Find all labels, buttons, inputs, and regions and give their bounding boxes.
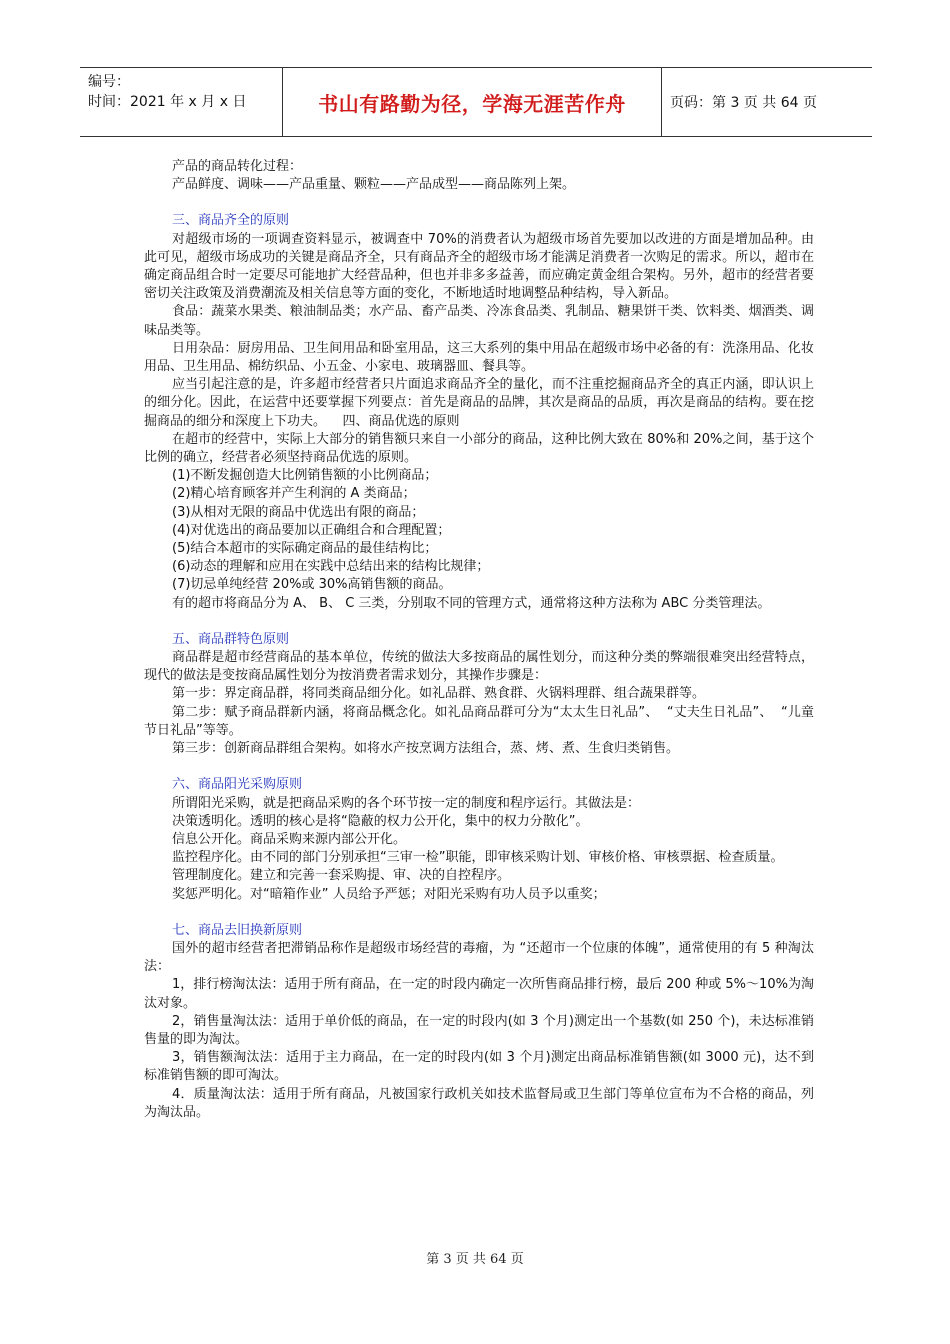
paragraph: 奖惩严明化。对“暗箱作业” 人员给予严惩；对阳光采购有功人员予以重奖； [172, 886, 606, 902]
paragraph: 日用杂品：厨房用品、卫生间用品和卧室用品，这三大系列的集中用品在超级市场中必备的有：洗涤用品、化妆用品、卫生用品、棉纺织品、小五金、小家电、玻璃器皿、餐具等。 [144, 340, 814, 375]
section-heading: 七、商品去旧换新原则 [172, 922, 303, 938]
date-label: 时间：2021 年 x 月 x 日 [88, 94, 247, 110]
paragraph: 食品：蔬菜水果类、粮油制品类；水产品、畜产品类、冷冻食品类、乳制品、糖果饼干类、饮料类、烟酒类、调味品类等。 [144, 304, 814, 338]
paragraph: 4．质量淘汰法：适用于所有商品，凡被国家行政机关如技术监督局或卫生部门等单位宣布为不合格的商品，列为淘汰品。 [144, 1086, 814, 1120]
paragraph: 信息公开化。商品采购来源内部公开化。 [172, 831, 407, 847]
paragraph: 监控程序化。由不同的部门分别承担“三审一检”职能，即审核采购计划、审核价格、审核票据、检查质量。 [172, 850, 784, 866]
paragraph: (1)不断发掘创造大比例销售额的小比例商品； [172, 468, 438, 484]
document-body [144, 158, 814, 1122]
paragraph: 对超级市场的一项调查资料显示，被调查中 70%的消费者认为超级市场首先要加以改进的方面是增加品种。由此可见，超级市场成功的关键是商品齐全，只有商品齐全的超级市场才能满足消费者一次购足的需求。所以，超市在确定商品组合时一定要尽可能地扩大经营品种，但也并非多多益善，而应确定黄金组合架构。另外，超市的经营者要密切关注政策及消费潮流及相关信息等方面的变化，不断地适时地调整品种结构，导入新品。 [144, 231, 814, 302]
paragraph: 在超市的经营中，实际上大部分的销售额只来自一小部分的商品，这种比例大致在 80%和 20%之间，基于这个比例的确立，经营者必须坚持商品优选的原则。 [144, 431, 814, 466]
paragraph: (5)结合本超市的实际确定商品的最佳结构比； [172, 541, 438, 557]
header-motto: 书山有路勤为径，学海无涯苦作舟 [283, 68, 662, 136]
paragraph: 有的超市将商品分为 A、 B、 C 三类，分别取不同的管理方式，通常将这种方法称为 ABC 分类管理法。 [172, 595, 771, 611]
page-header [80, 67, 872, 137]
paragraph: (3)从相对无限的商品中优选出有限的商品； [172, 504, 425, 520]
paragraph: 1，排行榜淘汰法：适用于所有商品，在一定的时段内确定一次所售商品排行榜，最后 200 种或 5%～10%为淘汰对象。 [144, 977, 814, 1011]
paragraph: (6)动态的理解和应用在实践中总结出来的结构比规律； [172, 559, 490, 575]
paragraph: 应当引起注意的是，许多超市经营者只片面追求商品齐全的量化，而不注重挖掘商品齐全的真正内涵，即认识上的细分化。因此，在运营中还要掌握下列要点：首先是商品的品牌，其次是商品的品质，再次是商品的结构。要在挖掘商品的细分和深度上下功夫。 四、商品优选的原则 [144, 377, 814, 429]
paragraph: 第二步：赋予商品群新内涵，将商品概念化。如礼品商品群可分为“太太生日礼品”、 “丈夫生日礼品”、 “儿童节日礼品”等等。 [144, 704, 814, 738]
header-page-info: 页码：第 3 页 共 64 页 [670, 95, 817, 111]
serial-number-label: 编号： [88, 74, 130, 90]
paragraph: (4)对优选出的商品要加以正确组合和合理配置； [172, 522, 451, 538]
paragraph: 第三步：创新商品群组合架构。如将水产按烹调方法组合，蒸、烤、煮、生食归类销售。 [172, 741, 680, 757]
paragraph: (2)精心培育顾客并产生利润的 A 类商品； [172, 486, 416, 502]
paragraph: 决策透明化。透明的核心是将“隐蔽的权力公开化，集中的权力分散化”。 [172, 813, 589, 829]
header-meta [80, 68, 283, 136]
section-heading: 三、商品齐全的原则 [172, 213, 290, 229]
paragraph-gap [144, 758, 814, 776]
paragraph: 第一步：界定商品群，将同类商品细分化。如礼品群、熟食群、火锅料理群、组合蔬果群等。 [172, 686, 706, 702]
paragraph: 产品的商品转化过程： [172, 159, 303, 174]
paragraph-gap [144, 904, 814, 922]
paragraph: 所谓阳光采购，就是把商品采购的各个环节按一定的制度和程序运行。其做法是： [172, 795, 641, 811]
paragraph: 产品鲜度、调味——产品重量、颗粒——产品成型——商品陈列上架。 [172, 177, 576, 193]
paragraph: 国外的超市经营者把滞销品称作是超级市场经营的毒瘤，为 “还超市一个位康的体魄”，通常使用的有 5 种淘汰法： [144, 940, 814, 975]
page-footer: 第 3 页 共 64 页 [426, 1252, 524, 1267]
section-heading: 六、商品阳光采购原则 [172, 777, 303, 793]
paragraph: (7)切忌单纯经营 20%或 30%高销售额的商品。 [172, 577, 452, 593]
paragraph: 管理制度化。建立和完善一套采购提、审、决的自控程序。 [172, 868, 511, 884]
paragraph-gap [144, 613, 814, 631]
paragraph: 2，销售量淘汰法：适用于单价低的商品，在一定的时段内(如 3 个月)测定出一个基数(如 250 个)，未达标准销售量的即为淘汰。 [144, 1013, 814, 1047]
paragraph: 3，销售额淘汰法：适用于主力商品，在一定的时段内(如 3 个月)测定出商品标准销售额(如 3000 元)，达不到标准销售额的即可淘汰。 [144, 1050, 814, 1084]
paragraph: 商品群是超市经营商品的基本单位，传统的做法大多按商品的属性划分，而这种分类的弊端很难突出经营特点，现代的做法是变按商品属性划分为按消费者需求划分，其操作步骤是： [144, 650, 814, 684]
paragraph-gap [144, 194, 814, 212]
section-heading: 五、商品群特色原则 [172, 631, 290, 647]
